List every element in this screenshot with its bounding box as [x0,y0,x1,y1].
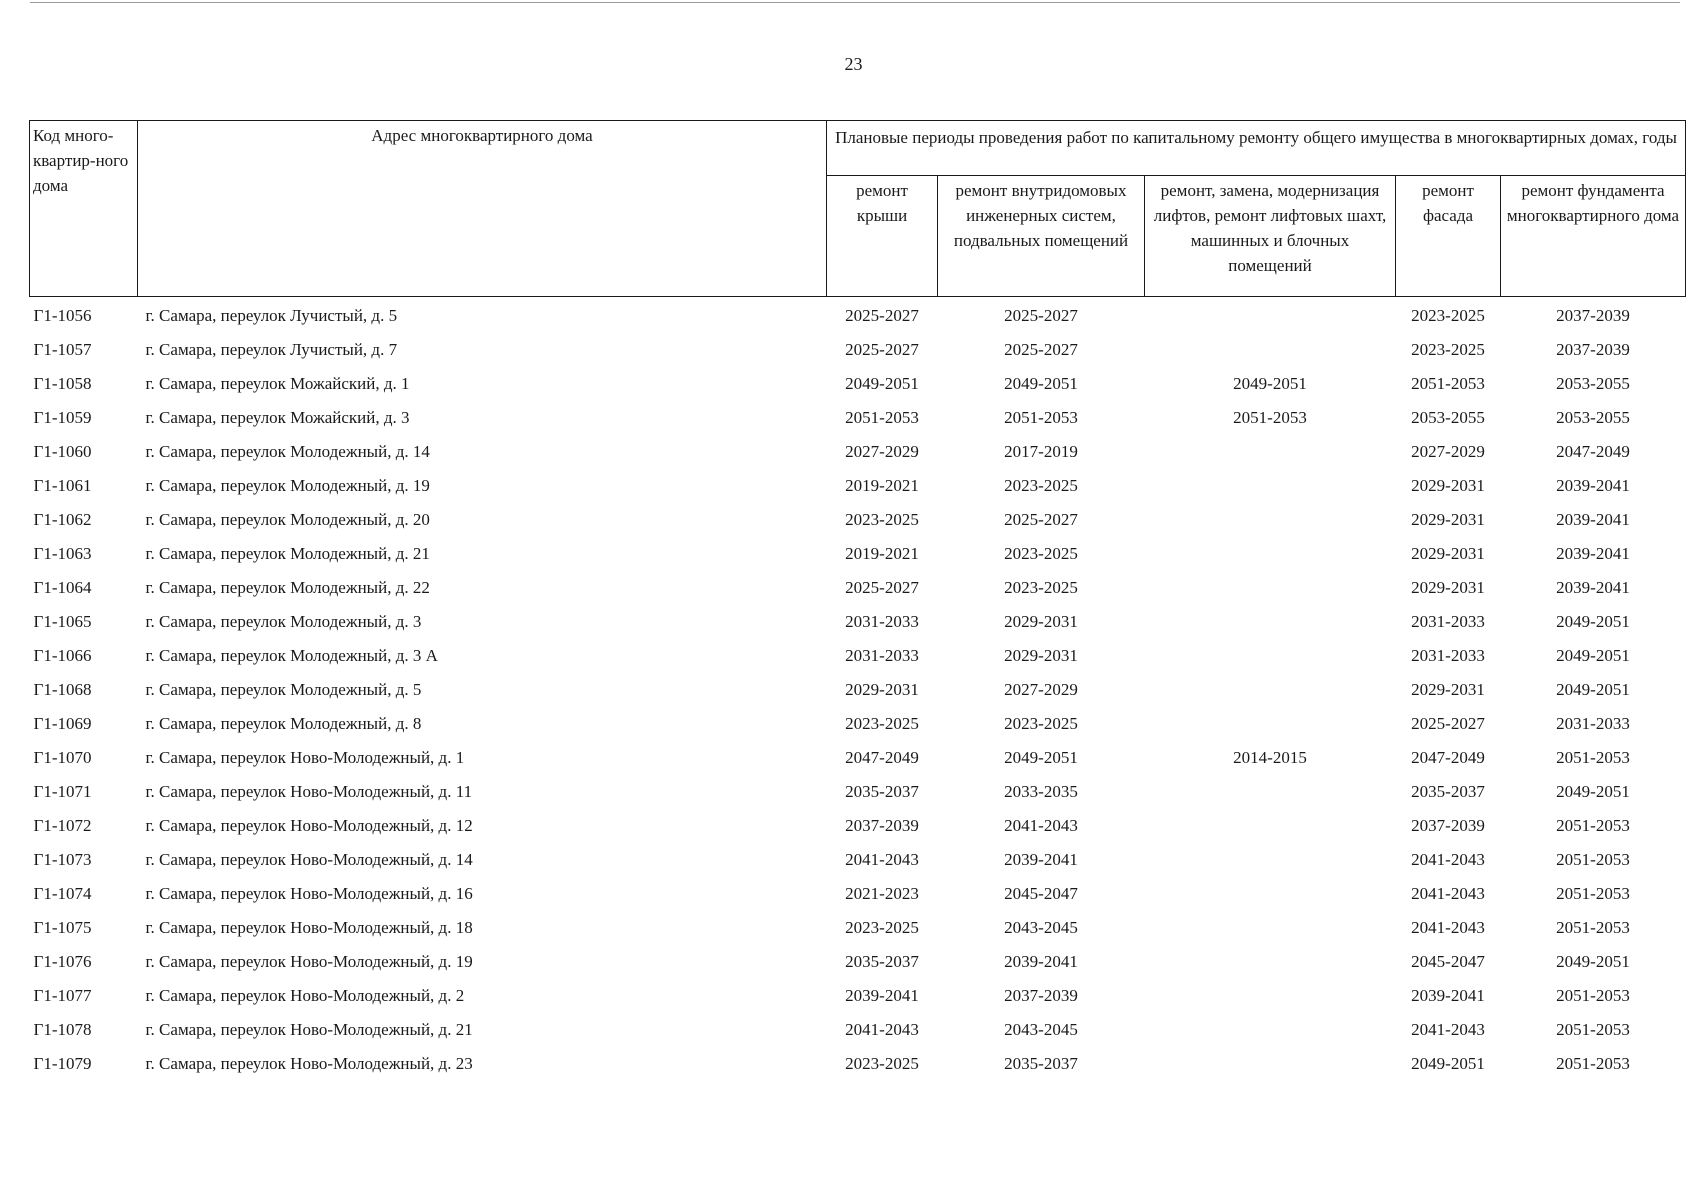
table-row [30,571,1686,605]
table-row [30,741,1686,775]
cell-facade: 2041-2043 [1411,850,1485,869]
table-row [30,809,1686,843]
cell-roof: 2023-2025 [845,510,919,529]
cell-facade: 2047-2049 [1411,748,1485,767]
cell-systems: 2029-2031 [1004,612,1078,631]
cell-foundation: 2049-2051 [1556,612,1630,631]
cell-foundation: 2031-2033 [1556,714,1630,733]
cell-facade: 2025-2027 [1411,714,1485,733]
header-roof: ремонт крыши [827,176,938,297]
cell-systems: 2025-2027 [1004,510,1078,529]
cell-code: Г1-1075 [33,918,92,937]
cell-address: г. Самара, переулок Можайский, д. 1 [145,374,410,393]
cell-foundation: 2053-2055 [1556,374,1630,393]
cell-code: Г1-1068 [33,680,92,699]
table-row [30,979,1686,1013]
cell-address: г. Самара, переулок Молодежный, д. 8 [145,714,422,733]
cell-systems: 2037-2039 [1004,986,1078,1005]
cell-facade: 2029-2031 [1411,476,1485,495]
cell-address: г. Самара, переулок Молодежный, д. 5 [145,680,422,699]
cell-foundation: 2037-2039 [1556,340,1630,359]
table-row [30,1047,1686,1081]
cell-systems: 2023-2025 [1004,578,1078,597]
table-row [30,605,1686,639]
cell-address: г. Самара, переулок Можайский, д. 3 [145,408,410,427]
cell-facade: 2023-2025 [1411,340,1485,359]
cell-roof: 2029-2031 [845,680,919,699]
cell-systems: 2027-2029 [1004,680,1078,699]
cell-facade: 2027-2029 [1411,442,1485,461]
table-row [30,707,1686,741]
cell-foundation: 2051-2053 [1556,1054,1630,1073]
cell-lifts: 2051-2053 [1233,408,1307,427]
cell-roof: 2031-2033 [845,612,919,631]
header-periods-group: Плановые периоды проведения работ по капитальному ремонту общего имущества в многоквартирных домах, годы [827,121,1686,176]
cell-foundation: 2037-2039 [1556,306,1630,325]
cell-facade: 2037-2039 [1411,816,1485,835]
cell-lifts [1145,435,1396,469]
cell-foundation: 2051-2053 [1556,884,1630,903]
cell-address: г. Самара, переулок Ново-Молодежный, д. 14 [145,850,473,869]
cell-lifts [1145,979,1396,1013]
cell-code: Г1-1057 [33,340,92,359]
cell-roof: 2023-2025 [845,1054,919,1073]
cell-roof: 2041-2043 [845,1020,919,1039]
cell-roof: 2037-2039 [845,816,919,835]
cell-foundation: 2051-2053 [1556,1020,1630,1039]
cell-address: г. Самара, переулок Лучистый, д. 5 [145,306,398,325]
cell-roof: 2027-2029 [845,442,919,461]
cell-roof: 2019-2021 [845,476,919,495]
cell-systems: 2043-2045 [1004,918,1078,937]
cell-facade: 2051-2053 [1411,374,1485,393]
cell-facade: 2041-2043 [1411,1020,1485,1039]
cell-code: Г1-1066 [33,646,92,665]
cell-roof: 2025-2027 [845,578,919,597]
cell-systems: 2025-2027 [1004,340,1078,359]
cell-foundation: 2039-2041 [1556,476,1630,495]
cell-foundation: 2051-2053 [1556,816,1630,835]
table-row [30,435,1686,469]
table-row [30,367,1686,401]
table-row [30,775,1686,809]
table-row [30,843,1686,877]
cell-lifts [1145,707,1396,741]
cell-lifts: 2049-2051 [1233,374,1307,393]
cell-systems: 2049-2051 [1004,374,1078,393]
cell-roof: 2035-2037 [845,782,919,801]
page-number: 23 [844,54,863,74]
cell-lifts [1145,775,1396,809]
cell-facade: 2041-2043 [1411,918,1485,937]
table-row [30,297,1686,334]
table-row [30,401,1686,435]
cell-systems: 2043-2045 [1004,1020,1078,1039]
cell-code: Г1-1065 [33,612,92,631]
cell-address: г. Самара, переулок Ново-Молодежный, д. 16 [145,884,473,903]
cell-roof: 2041-2043 [845,850,919,869]
cell-lifts [1145,503,1396,537]
cell-roof: 2025-2027 [845,306,919,325]
cell-foundation: 2047-2049 [1556,442,1630,461]
header-code: Код много-квартир-ного дома [30,121,138,297]
cell-roof: 2051-2053 [845,408,919,427]
cell-roof: 2023-2025 [845,714,919,733]
cell-code: Г1-1070 [33,748,92,767]
cell-facade: 2029-2031 [1411,544,1485,563]
table-row [30,333,1686,367]
header-facade: ремонт фасада [1396,176,1501,297]
cell-roof: 2047-2049 [845,748,919,767]
cell-address: г. Самара, переулок Молодежный, д. 19 [145,476,430,495]
cell-facade: 2029-2031 [1411,578,1485,597]
table-row [30,1013,1686,1047]
cell-code: Г1-1069 [33,714,92,733]
table-row [30,503,1686,537]
cell-systems: 2017-2019 [1004,442,1078,461]
cell-address: г. Самара, переулок Молодежный, д. 21 [145,544,430,563]
cell-address: г. Самара, переулок Ново-Молодежный, д. 12 [145,816,473,835]
cell-lifts [1145,639,1396,673]
cell-systems: 2023-2025 [1004,544,1078,563]
cell-lifts [1145,605,1396,639]
cell-foundation: 2051-2053 [1556,850,1630,869]
cell-lifts [1145,843,1396,877]
cell-code: Г1-1074 [33,884,92,903]
cell-systems: 2039-2041 [1004,850,1078,869]
cell-roof: 2021-2023 [845,884,919,903]
scan-edge-line [30,2,1680,3]
cell-code: Г1-1063 [33,544,92,563]
cell-code: Г1-1058 [33,374,92,393]
cell-code: Г1-1062 [33,510,92,529]
cell-address: г. Самара, переулок Ново-Молодежный, д. 18 [145,918,473,937]
cell-code: Г1-1076 [33,952,92,971]
cell-code: Г1-1078 [33,1020,92,1039]
cell-systems: 2045-2047 [1004,884,1078,903]
cell-systems: 2023-2025 [1004,476,1078,495]
cell-code: Г1-1064 [33,578,92,597]
table-header [30,121,1686,297]
cell-address: г. Самара, переулок Ново-Молодежный, д. 11 [145,782,473,801]
cell-lifts [1145,333,1396,367]
cell-address: г. Самара, переулок Лучистый, д. 7 [145,340,398,359]
cell-address: г. Самара, переулок Ново-Молодежный, д. 1 [145,748,465,767]
header-address: Адрес многоквартирного дома [138,121,827,297]
table-body [30,297,1686,1082]
cell-foundation: 2053-2055 [1556,408,1630,427]
header-systems: ремонт внутридомовых инженерных систем, подвальных помещений [938,176,1145,297]
cell-roof: 2025-2027 [845,340,919,359]
cell-code: Г1-1059 [33,408,92,427]
cell-lifts [1145,537,1396,571]
cell-facade: 2029-2031 [1411,680,1485,699]
cell-address: г. Самара, переулок Молодежный, д. 14 [145,442,430,461]
cell-facade: 2035-2037 [1411,782,1485,801]
cell-systems: 2039-2041 [1004,952,1078,971]
cell-lifts [1145,877,1396,911]
cell-roof: 2023-2025 [845,918,919,937]
cell-systems: 2049-2051 [1004,748,1078,767]
cell-facade: 2023-2025 [1411,306,1485,325]
cell-roof: 2035-2037 [845,952,919,971]
cell-address: г. Самара, переулок Ново-Молодежный, д. 2 [145,986,465,1005]
cell-systems: 2041-2043 [1004,816,1078,835]
cell-foundation: 2039-2041 [1556,578,1630,597]
cell-lifts [1145,673,1396,707]
cell-systems: 2023-2025 [1004,714,1078,733]
cell-systems: 2029-2031 [1004,646,1078,665]
cell-systems: 2033-2035 [1004,782,1078,801]
cell-address: г. Самара, переулок Ново-Молодежный, д. 23 [145,1054,473,1073]
cell-facade: 2039-2041 [1411,986,1485,1005]
cell-roof: 2031-2033 [845,646,919,665]
cell-code: Г1-1060 [33,442,92,461]
cell-lifts [1145,571,1396,605]
cell-systems: 2051-2053 [1004,408,1078,427]
cell-address: г. Самара, переулок Ново-Молодежный, д. 19 [145,952,473,971]
header-lifts: ремонт, замена, модернизация лифтов, ремонт лифтовых шахт, машинных и блочных помещений [1145,176,1396,297]
cell-lifts [1145,469,1396,503]
cell-lifts [1145,1047,1396,1081]
table-row [30,537,1686,571]
cell-address: г. Самара, переулок Молодежный, д. 3 А [145,646,438,665]
cell-facade: 2031-2033 [1411,612,1485,631]
cell-lifts [1145,911,1396,945]
cell-facade: 2031-2033 [1411,646,1485,665]
cell-code: Г1-1061 [33,476,92,495]
cell-lifts [1145,945,1396,979]
cell-foundation: 2049-2051 [1556,782,1630,801]
cell-address: г. Самара, переулок Молодежный, д. 3 [145,612,422,631]
cell-code: Г1-1073 [33,850,92,869]
cell-foundation: 2049-2051 [1556,646,1630,665]
cell-facade: 2049-2051 [1411,1054,1485,1073]
header-foundation: ремонт фундамента многоквартирного дома [1501,176,1686,297]
cell-code: Г1-1072 [33,816,92,835]
cell-code: Г1-1056 [33,306,92,325]
cell-facade: 2041-2043 [1411,884,1485,903]
cell-foundation: 2051-2053 [1556,748,1630,767]
cell-roof: 2039-2041 [845,986,919,1005]
cell-facade: 2053-2055 [1411,408,1485,427]
cell-foundation: 2051-2053 [1556,986,1630,1005]
cell-lifts [1145,809,1396,843]
cell-lifts [1145,297,1396,334]
cell-address: г. Самара, переулок Молодежный, д. 22 [145,578,430,597]
cell-foundation: 2051-2053 [1556,918,1630,937]
table-row [30,945,1686,979]
cell-foundation: 2039-2041 [1556,544,1630,563]
cell-roof: 2019-2021 [845,544,919,563]
cell-foundation: 2049-2051 [1556,680,1630,699]
cell-facade: 2029-2031 [1411,510,1485,529]
cell-lifts [1145,1013,1396,1047]
repair-plan-table [29,120,1686,1081]
cell-code: Г1-1077 [33,986,92,1005]
cell-foundation: 2039-2041 [1556,510,1630,529]
cell-address: г. Самара, переулок Молодежный, д. 20 [145,510,430,529]
cell-systems: 2025-2027 [1004,306,1078,325]
cell-code: Г1-1079 [33,1054,92,1073]
cell-systems: 2035-2037 [1004,1054,1078,1073]
cell-roof: 2049-2051 [845,374,919,393]
table-row [30,911,1686,945]
table-row [30,639,1686,673]
cell-facade: 2045-2047 [1411,952,1485,971]
table-row [30,673,1686,707]
cell-code: Г1-1071 [33,782,92,801]
cell-foundation: 2049-2051 [1556,952,1630,971]
table-row [30,877,1686,911]
cell-address: г. Самара, переулок Ново-Молодежный, д. 21 [145,1020,473,1039]
cell-lifts: 2014-2015 [1233,748,1307,767]
table-row [30,469,1686,503]
